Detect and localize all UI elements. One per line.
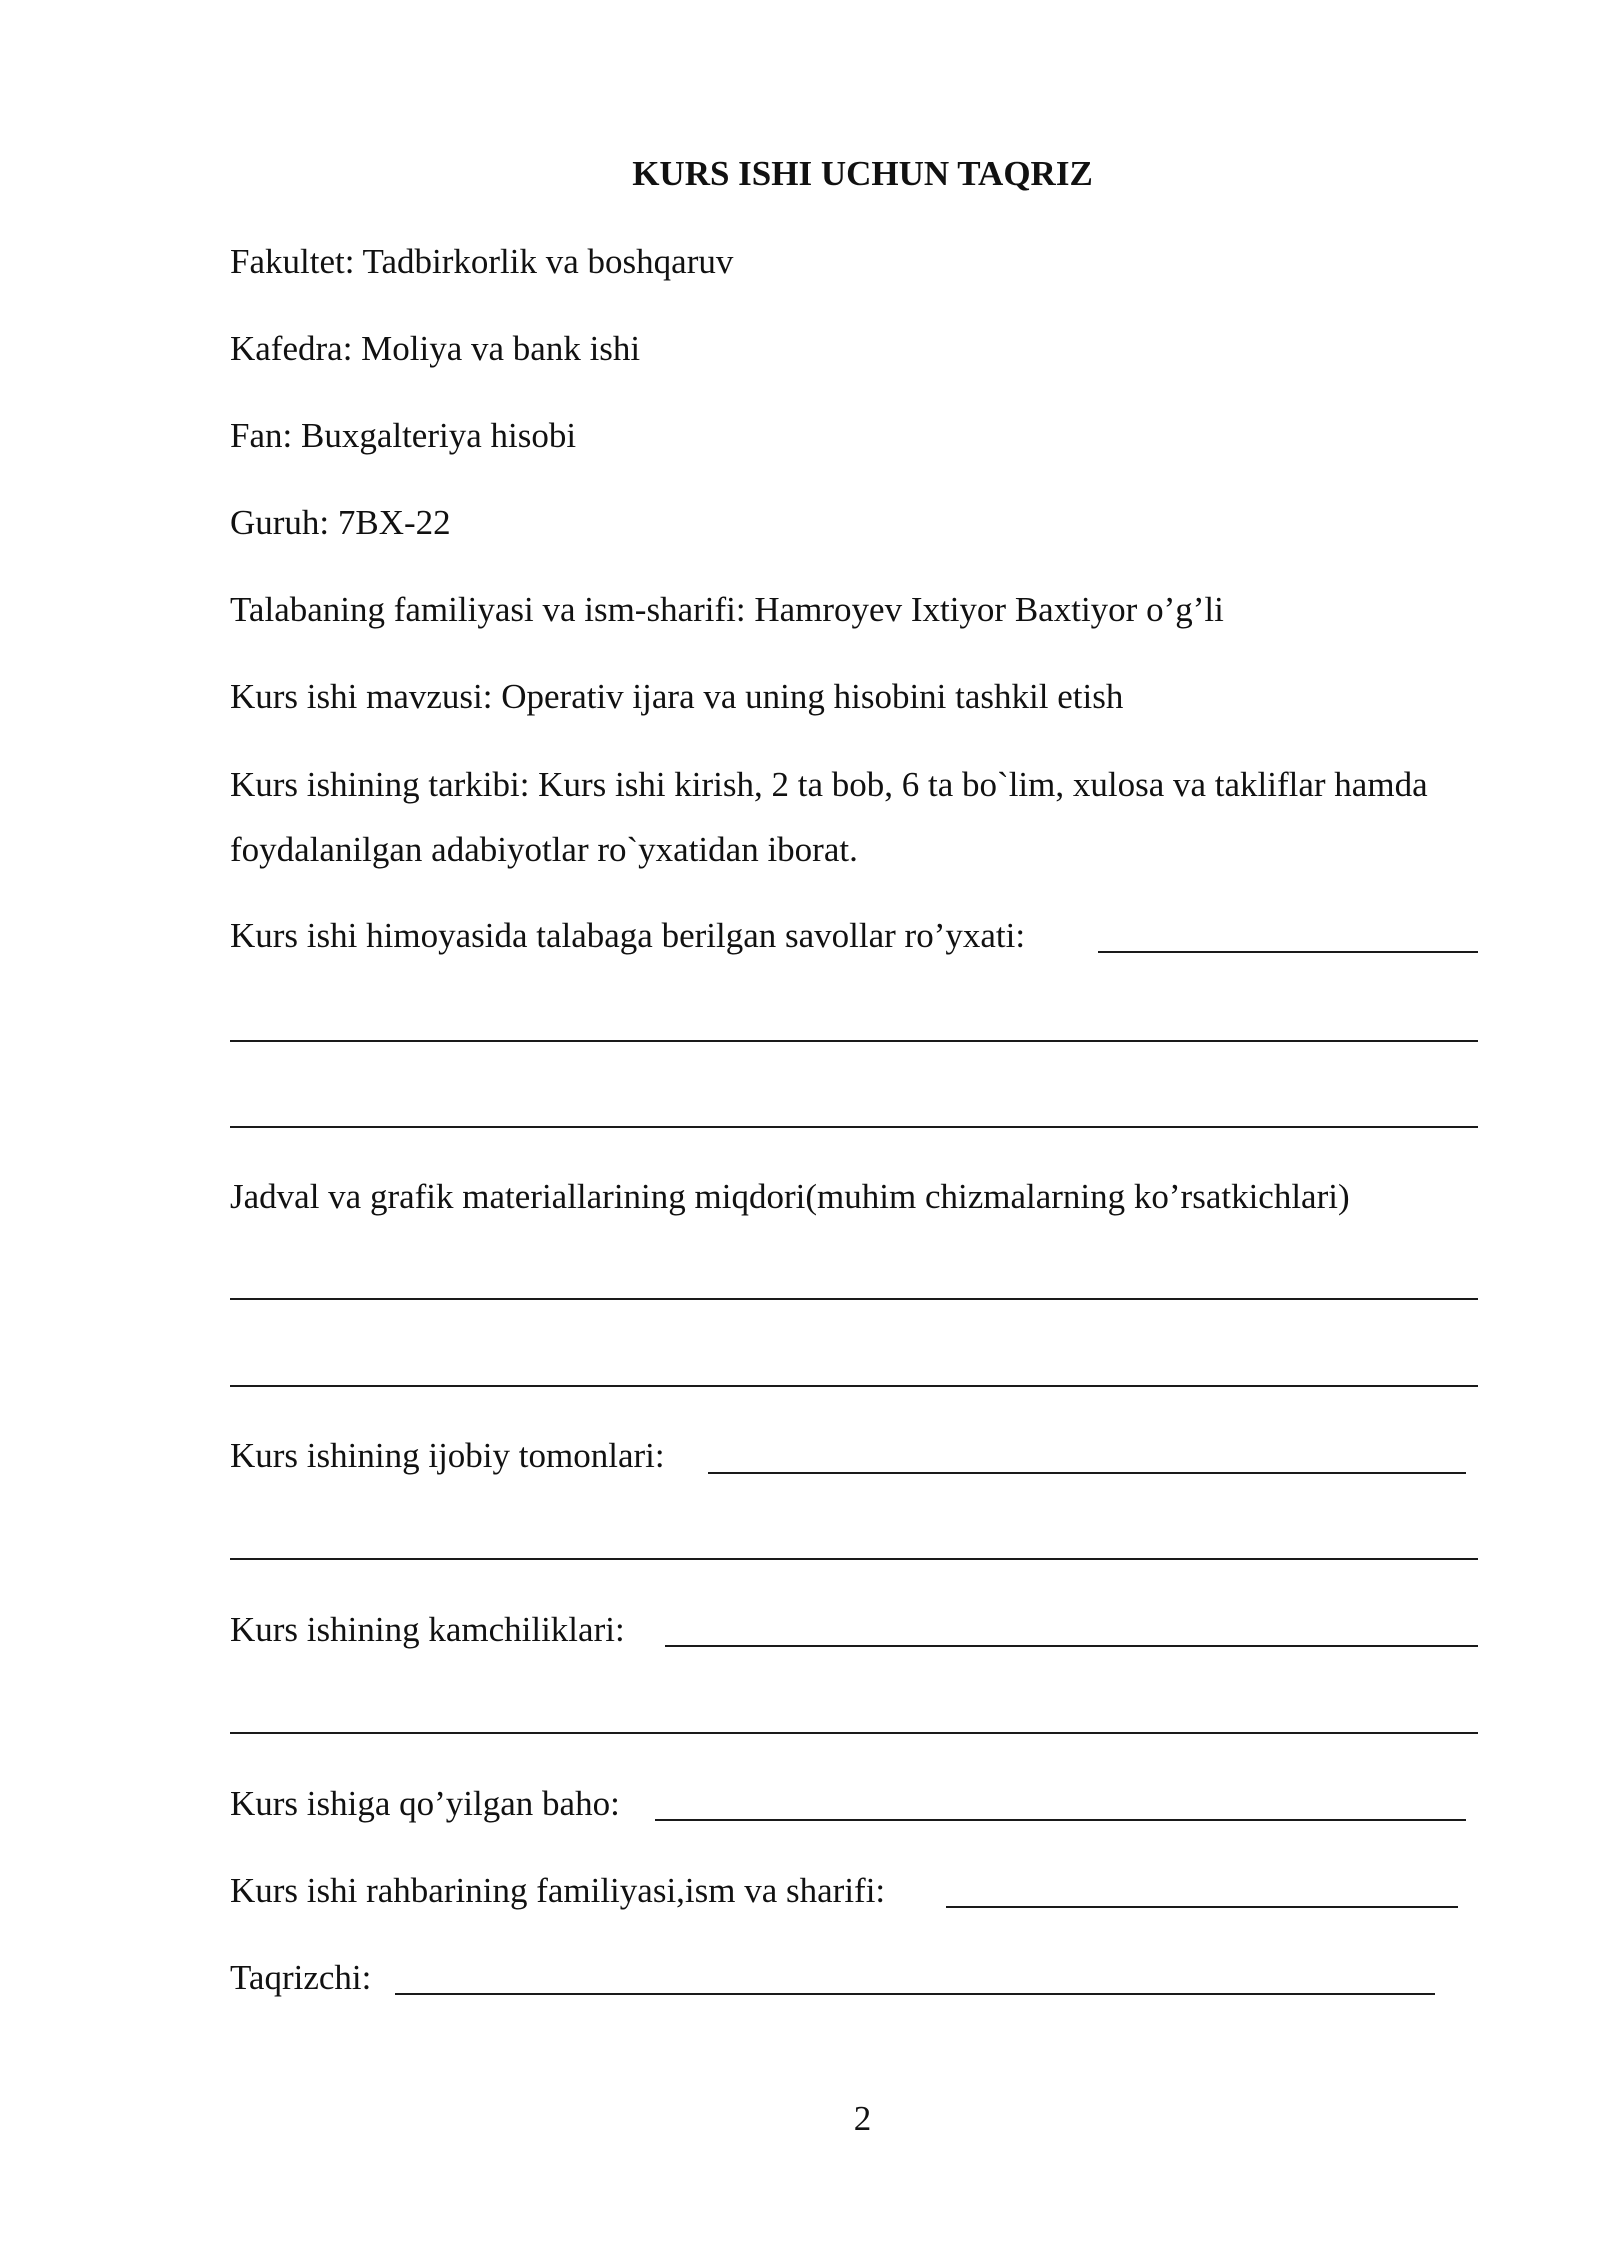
reviewer-label: Taqrizchi: — [230, 1958, 372, 1997]
group-field: Guruh: 7BX-22 — [230, 503, 451, 542]
positive-aspects-label: Kurs ishining ijobiy tomonlari: — [230, 1436, 665, 1475]
grade-label: Kurs ishiga qo’yilgan baho: — [230, 1784, 620, 1823]
shortcomings-label: Kurs ishining kamchiliklari: — [230, 1610, 625, 1649]
tables-graphics-label: Jadval va grafik materiallarining miqdori(muhim chizmalarning ko’rsatkichlari) — [230, 1177, 1350, 1216]
subject-field: Fan: Buxgalteriya hisobi — [230, 416, 577, 455]
student-name-field: Talabaning familiyasi va ism-sharifi: Hamroyev Ixtiyor Baxtiyor o’g’li — [230, 590, 1224, 629]
defense-questions-blank-line[interactable] — [230, 1040, 1478, 1042]
defense-questions-blank[interactable] — [1098, 951, 1478, 953]
supervisor-name-label: Kurs ishi rahbarining familiyasi,ism va sharifi: — [230, 1871, 886, 1910]
page-number: 2 — [853, 2099, 872, 2138]
department-field: Kafedra: Moliya va bank ishi — [230, 329, 641, 368]
shortcomings-blank-line[interactable] — [230, 1732, 1478, 1734]
tables-graphics-blank-line[interactable] — [230, 1298, 1478, 1300]
defense-questions-label: Kurs ishi himoyasida talabaga berilgan savollar ro’yxati: — [230, 916, 1026, 955]
tables-graphics-blank-line[interactable] — [230, 1385, 1478, 1387]
course-structure-paragraph: Kurs ishining tarkibi: Kurs ishi kirish, 2 ta bob, 6 ta bo`lim, xulosa va takliflar hamda foydalanilgan adabiyotlar ro`yxatidan iborat. — [230, 765, 1428, 869]
defense-questions-blank-line[interactable] — [230, 1126, 1478, 1128]
positive-aspects-blank-line[interactable] — [230, 1558, 1478, 1560]
reviewer-blank[interactable] — [395, 1993, 1435, 1995]
supervisor-name-blank[interactable] — [946, 1906, 1458, 1908]
course-topic-field: Kurs ishi mavzusi: Operativ ijara va uning hisobini tashkil etish — [230, 677, 1124, 716]
faculty-field: Fakultet: Tadbirkorlik va boshqaruv — [230, 242, 734, 281]
shortcomings-blank[interactable] — [665, 1645, 1478, 1647]
positive-aspects-blank[interactable] — [708, 1472, 1466, 1474]
grade-blank[interactable] — [655, 1819, 1466, 1821]
page-title: KURS ISHI UCHUN TAQRIZ — [632, 154, 1093, 193]
